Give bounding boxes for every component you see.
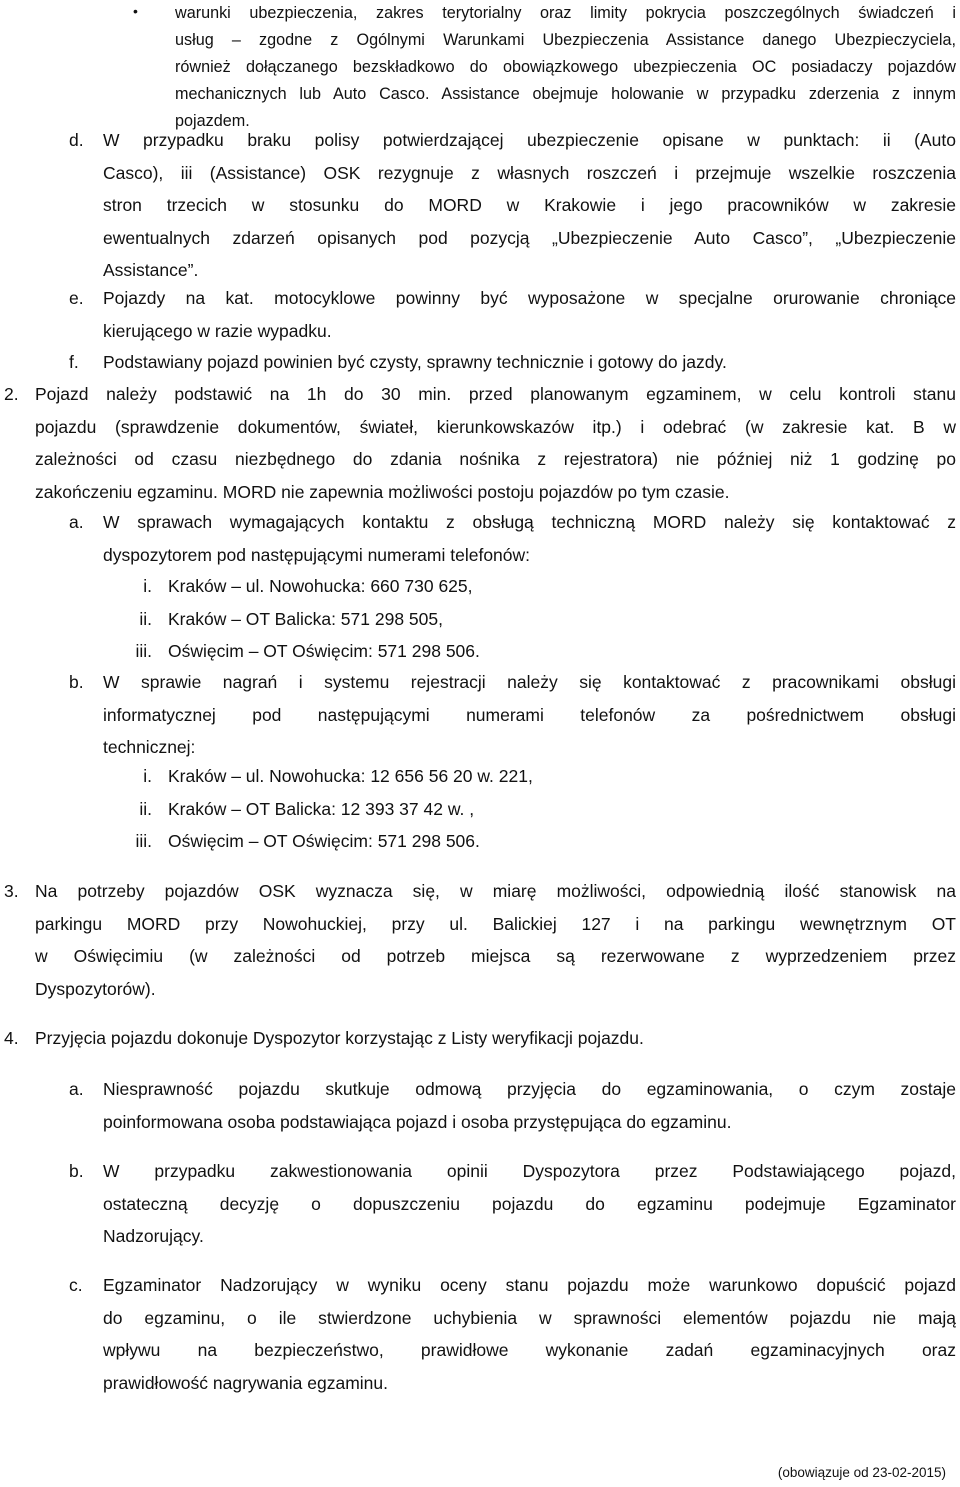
phone-entry: Oświęcim – OT Oświęcim: 571 298 506. (168, 641, 480, 661)
item-label: d. (69, 130, 84, 150)
text-line: stron trzecich w stosunku do MORD w Krakowie i jego pracowników w zakresie (103, 195, 956, 215)
item-label: c. (69, 1275, 83, 1295)
text-line: wpływu na bezpieczeństwo, prawidłowe wykonanie zadań egzaminacyjnych oraz (103, 1340, 956, 1360)
list-item (100, 760, 800, 793)
text-line: kierującego w razie wypadku. (103, 320, 332, 341)
list-item (100, 825, 800, 858)
bullet-symbol: • (133, 3, 138, 19)
phone-entry: Kraków – OT Balicka: 12 393 37 42 w. , (168, 798, 475, 819)
text-line: Pojazd należy podstawić na 1h do 30 min. przed planowanym egzaminem, w celu kontroli stanu (35, 384, 956, 404)
item-2b-phone-list (100, 760, 800, 858)
text-line: Egzaminator Nadzorujący w wyniku oceny stanu pojazdu może warunkowo dopuścić pojazd (103, 1275, 956, 1295)
text-line: zależności od czasu niezbędnego do zdania nośnika z rejestratora) nie później niż 1 godzinę po (35, 449, 956, 469)
text-line: również dołączanego bezskładkowo do obowiązkowego ubezpieczenia OC posiadaczy pojazdów (175, 58, 956, 76)
sub-label: iii. (135, 831, 152, 851)
sub-label: iii. (135, 641, 152, 661)
sub-label: i. (143, 576, 152, 596)
list-item (100, 603, 800, 636)
item-label: 2. (4, 384, 19, 404)
phone-entry: Kraków – ul. Nowohucka: 12 656 56 20 w. 221, (168, 766, 533, 786)
text-line: w Oświęcimiu (w zależności od potrzeb miejsca są rezerwowane z wyprzedzeniem przez (35, 946, 956, 966)
item-d-paragraph (103, 124, 956, 287)
text-line: Casco), iii (Assistance) OSK rezygnuje z własnych roszczeń i przejmuje wszelkie roszczenia (103, 162, 956, 183)
text-line: parkingu MORD przy Nowohuckiej, przy ul. Balickiej 127 i na parkingu wewnętrznym OT (35, 913, 956, 934)
text-line: Przyjęcia pojazdu dokonuje Dyspozytor korzystając z Listy weryfikacji pojazdu. (35, 1028, 644, 1048)
text-line: poinformowana osoba podstawiająca pojazd i osoba przystępująca do egzaminu. (103, 1111, 732, 1132)
item-3-paragraph (35, 875, 956, 1005)
item-label: a. (69, 512, 84, 532)
list-item (100, 635, 800, 668)
text-line: ostateczną decyzję o dopuszczeniu pojazdu do egzaminu podejmuje Egzaminator (103, 1193, 956, 1214)
text-line: W przypadku braku polisy potwierdzającej ubezpieczenie opisane w punktach: ii (Auto (103, 130, 956, 150)
text-line: W sprawach wymagających kontaktu z obsługą techniczną MORD należy się kontaktować z (103, 512, 956, 532)
phone-entry: Kraków – ul. Nowohucka: 660 730 625, (168, 576, 473, 596)
item-4a-paragraph (103, 1073, 956, 1138)
phone-entry: Kraków – OT Balicka: 571 298 505, (168, 608, 443, 629)
item-4-paragraph (35, 1022, 956, 1055)
item-label: b. (69, 672, 84, 692)
text-line: usług – zgodne z Ogólnymi Warunkami Ubezpieczenia Assistance danego Ubezpieczyciela, (175, 31, 956, 49)
sub-label: ii. (139, 608, 152, 629)
item-f-paragraph (103, 346, 956, 379)
sub-label: ii. (139, 798, 152, 819)
text-line: W przypadku zakwestionowania opinii Dyspozytora przez Podstawiającego pojazd, (103, 1161, 956, 1181)
text-line: Dyspozytorów). (35, 978, 156, 999)
item-label: a. (69, 1079, 84, 1099)
text-line: do egzaminu, o ile stwierdzone uchybienia w sprawności elementów pojazdu nie mają (103, 1307, 956, 1328)
text-line: warunki ubezpieczenia, zakres terytorialny oraz limity pokrycia poszczególnych świadczeń i (175, 4, 956, 22)
text-line: ewentualnych zdarzeń opisanych pod pozycją „Ubezpieczenie Auto Casco”, „Ubezpieczenie (103, 227, 956, 248)
text-line: Assistance”. (103, 260, 199, 280)
sub-label: i. (143, 766, 152, 786)
text-line: pojazdem. (175, 112, 250, 130)
item-label: f. (69, 352, 79, 372)
item-label: e. (69, 288, 84, 308)
text-line: W sprawie nagrań i systemu rejestracji należy się kontaktować z pracownikami obsługi (103, 672, 956, 692)
item-e-paragraph (103, 282, 956, 347)
text-line: Podstawiany pojazd powinien być czysty, sprawny technicznie i gotowy do jazdy. (103, 352, 727, 372)
item-label: 3. (4, 881, 19, 901)
text-line: prawidłowość nagrywania egzaminu. (103, 1372, 389, 1393)
item-2a-paragraph (103, 506, 956, 571)
text-line: zakończeniu egzaminu. MORD nie zapewnia możliwości postoju pojazdów po tym czasie. (35, 481, 730, 502)
text-line: dyspozytorem pod następującymi numerami telefonów: (103, 544, 531, 565)
item-2-paragraph (35, 378, 956, 508)
text-line: Pojazdy na kat. motocyklowe powinny być wyposażone w specjalne orurowanie chroniące (103, 288, 956, 308)
item-2b-paragraph (103, 666, 956, 764)
bullet-paragraph (175, 0, 956, 135)
text-line: Na potrzeby pojazdów OSK wyznacza się, w miarę możliwości, odpowiednią ilość stanowisk na (35, 881, 956, 901)
phone-entry: Oświęcim – OT Oświęcim: 571 298 506. (168, 831, 480, 851)
text-line: Niesprawność pojazdu skutkuje odmową przyjęcia do egzaminowania, o czym zostaje (103, 1079, 956, 1099)
item-4c-paragraph (103, 1269, 956, 1399)
text-line: mechanicznych lub Auto Casco. Assistance obejmuje holowanie w przypadku zderzenia z innym (175, 85, 956, 103)
text-line: informatycznej pod następującymi numerami telefonów za pośrednictwem obsługi (103, 704, 956, 725)
item-label: b. (69, 1161, 84, 1181)
text-line: Nadzorujący. (103, 1226, 204, 1246)
item-2a-phone-list (100, 570, 800, 668)
list-item (100, 793, 800, 826)
list-item (100, 570, 800, 603)
text-line: technicznej: (103, 737, 196, 757)
item-4b-paragraph (103, 1155, 956, 1253)
item-label: 4. (4, 1028, 19, 1048)
effective-date-footer: (obowiązuje od 23-02-2015) (777, 1465, 946, 1480)
text-line: pojazdu (sprawdzenie dokumentów, świateł, kierunkowskazów itp.) i odebrać (w zakresie kat. B w (35, 416, 956, 437)
